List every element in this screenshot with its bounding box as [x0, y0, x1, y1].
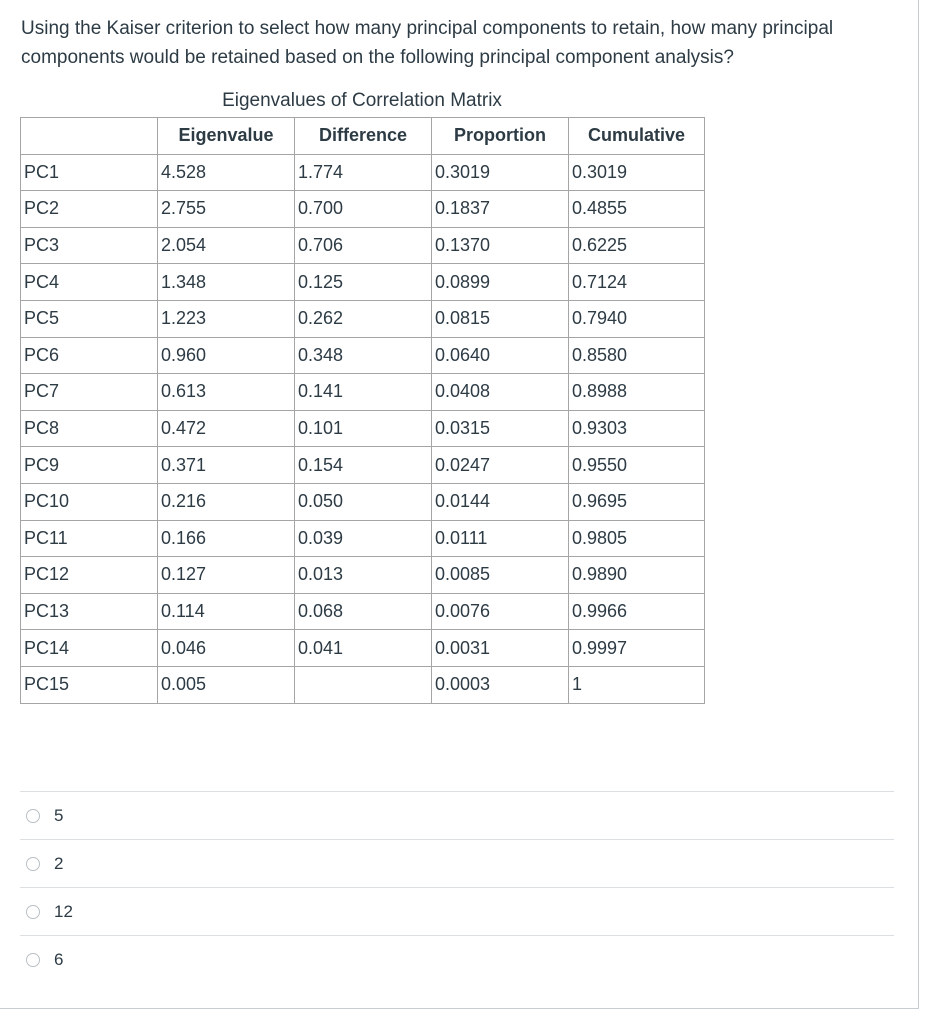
- cell-proportion: 0.0315: [432, 410, 569, 447]
- cell-component: PC11: [21, 520, 158, 557]
- table-row: [21, 300, 705, 337]
- cell-difference: 0.262: [295, 300, 432, 337]
- question-text: Using the Kaiser criterion to select how many principal components to retain, how many principal components would be retained based on the following principal component analysis?: [21, 18, 834, 68]
- table-row: [21, 154, 705, 191]
- cell-difference: 0.050: [295, 483, 432, 520]
- cell-cumulative: 0.9997: [569, 630, 705, 667]
- header-empty: [21, 118, 158, 155]
- answer-label: 2: [54, 853, 64, 873]
- cell-eigenvalue: 0.613: [158, 374, 295, 411]
- cell-component: PC3: [21, 227, 158, 264]
- cell-eigenvalue: 0.166: [158, 520, 295, 557]
- cell-cumulative: 0.4855: [569, 191, 705, 228]
- cell-proportion: 0.1370: [432, 227, 569, 264]
- cell-eigenvalue: 0.005: [158, 666, 295, 703]
- radio-button[interactable]: [26, 809, 40, 823]
- radio-button[interactable]: [26, 857, 40, 871]
- cell-component: PC1: [21, 154, 158, 191]
- cell-cumulative: 0.8580: [569, 337, 705, 374]
- table-row: [21, 374, 705, 411]
- answer-option[interactable]: [20, 839, 894, 887]
- table-caption: Eigenvalues of Correlation Matrix: [222, 90, 502, 111]
- cell-proportion: 0.0031: [432, 630, 569, 667]
- header-difference: Difference: [295, 118, 432, 155]
- table-row: [21, 630, 705, 667]
- answer-option[interactable]: [20, 935, 894, 983]
- cell-eigenvalue: 0.046: [158, 630, 295, 667]
- cell-difference: 0.039: [295, 520, 432, 557]
- cell-cumulative: 0.9890: [569, 557, 705, 594]
- cell-difference: 0.700: [295, 191, 432, 228]
- table-header-row: [21, 118, 705, 155]
- cell-component: PC10: [21, 483, 158, 520]
- eigenvalues-table: [20, 117, 705, 704]
- table-row: [21, 410, 705, 447]
- radio-button[interactable]: [26, 953, 40, 967]
- cell-eigenvalue: 0.216: [158, 483, 295, 520]
- cell-component: PC8: [21, 410, 158, 447]
- cell-eigenvalue: 4.528: [158, 154, 295, 191]
- cell-eigenvalue: 0.114: [158, 593, 295, 630]
- cell-proportion: 0.0247: [432, 447, 569, 484]
- cell-component: PC5: [21, 300, 158, 337]
- table-row: [21, 557, 705, 594]
- cell-proportion: 0.0111: [432, 520, 569, 557]
- cell-cumulative: 0.7124: [569, 264, 705, 301]
- answer-option[interactable]: [20, 887, 894, 935]
- cell-cumulative: 0.9805: [569, 520, 705, 557]
- cell-difference: 0.141: [295, 374, 432, 411]
- cell-proportion: 0.0899: [432, 264, 569, 301]
- cell-cumulative: 0.8988: [569, 374, 705, 411]
- cell-component: PC14: [21, 630, 158, 667]
- table-row: [21, 227, 705, 264]
- cell-eigenvalue: 2.054: [158, 227, 295, 264]
- cell-proportion: 0.0076: [432, 593, 569, 630]
- radio-button[interactable]: [26, 905, 40, 919]
- cell-difference: 0.068: [295, 593, 432, 630]
- answer-label: 6: [54, 949, 64, 969]
- cell-proportion: 0.0085: [432, 557, 569, 594]
- cell-eigenvalue: 0.127: [158, 557, 295, 594]
- cell-difference: 0.013: [295, 557, 432, 594]
- answer-label: 12: [54, 901, 73, 921]
- cell-difference: 0.101: [295, 410, 432, 447]
- cell-component: PC13: [21, 593, 158, 630]
- cell-eigenvalue: 0.472: [158, 410, 295, 447]
- header-cumulative: Cumulative: [569, 118, 705, 155]
- table-row: [21, 191, 705, 228]
- cell-eigenvalue: 1.223: [158, 300, 295, 337]
- cell-component: PC12: [21, 557, 158, 594]
- table-body: [21, 154, 705, 703]
- cell-proportion: 0.0408: [432, 374, 569, 411]
- table-row: [21, 337, 705, 374]
- cell-difference: [295, 666, 432, 703]
- cell-component: PC6: [21, 337, 158, 374]
- cell-proportion: 0.0815: [432, 300, 569, 337]
- cell-cumulative: 0.9550: [569, 447, 705, 484]
- cell-cumulative: 0.9695: [569, 483, 705, 520]
- cell-cumulative: 1: [569, 666, 705, 703]
- cell-cumulative: 0.7940: [569, 300, 705, 337]
- cell-eigenvalue: 0.960: [158, 337, 295, 374]
- table-row: [21, 447, 705, 484]
- table-row: [21, 666, 705, 703]
- cell-difference: 1.774: [295, 154, 432, 191]
- cell-eigenvalue: 2.755: [158, 191, 295, 228]
- cell-difference: 0.706: [295, 227, 432, 264]
- cell-difference: 0.125: [295, 264, 432, 301]
- cell-cumulative: 0.6225: [569, 227, 705, 264]
- cell-eigenvalue: 0.371: [158, 447, 295, 484]
- cell-proportion: 0.3019: [432, 154, 569, 191]
- table-row: [21, 483, 705, 520]
- cell-difference: 0.154: [295, 447, 432, 484]
- cell-cumulative: 0.9303: [569, 410, 705, 447]
- cell-cumulative: 0.9966: [569, 593, 705, 630]
- answer-label: 5: [54, 805, 64, 825]
- cell-component: PC9: [21, 447, 158, 484]
- table-row: [21, 520, 705, 557]
- cell-eigenvalue: 1.348: [158, 264, 295, 301]
- cell-difference: 0.041: [295, 630, 432, 667]
- cell-proportion: 0.0640: [432, 337, 569, 374]
- cell-proportion: 0.1837: [432, 191, 569, 228]
- cell-proportion: 0.0144: [432, 483, 569, 520]
- answer-options: [20, 791, 894, 983]
- table-row: [21, 264, 705, 301]
- header-proportion: Proportion: [432, 118, 569, 155]
- cell-component: PC2: [21, 191, 158, 228]
- header-eigenvalue: Eigenvalue: [158, 118, 295, 155]
- answer-option[interactable]: [20, 791, 894, 839]
- table-row: [21, 593, 705, 630]
- cell-component: PC7: [21, 374, 158, 411]
- cell-component: PC15: [21, 666, 158, 703]
- cell-component: PC4: [21, 264, 158, 301]
- cell-difference: 0.348: [295, 337, 432, 374]
- cell-cumulative: 0.3019: [569, 154, 705, 191]
- cell-proportion: 0.0003: [432, 666, 569, 703]
